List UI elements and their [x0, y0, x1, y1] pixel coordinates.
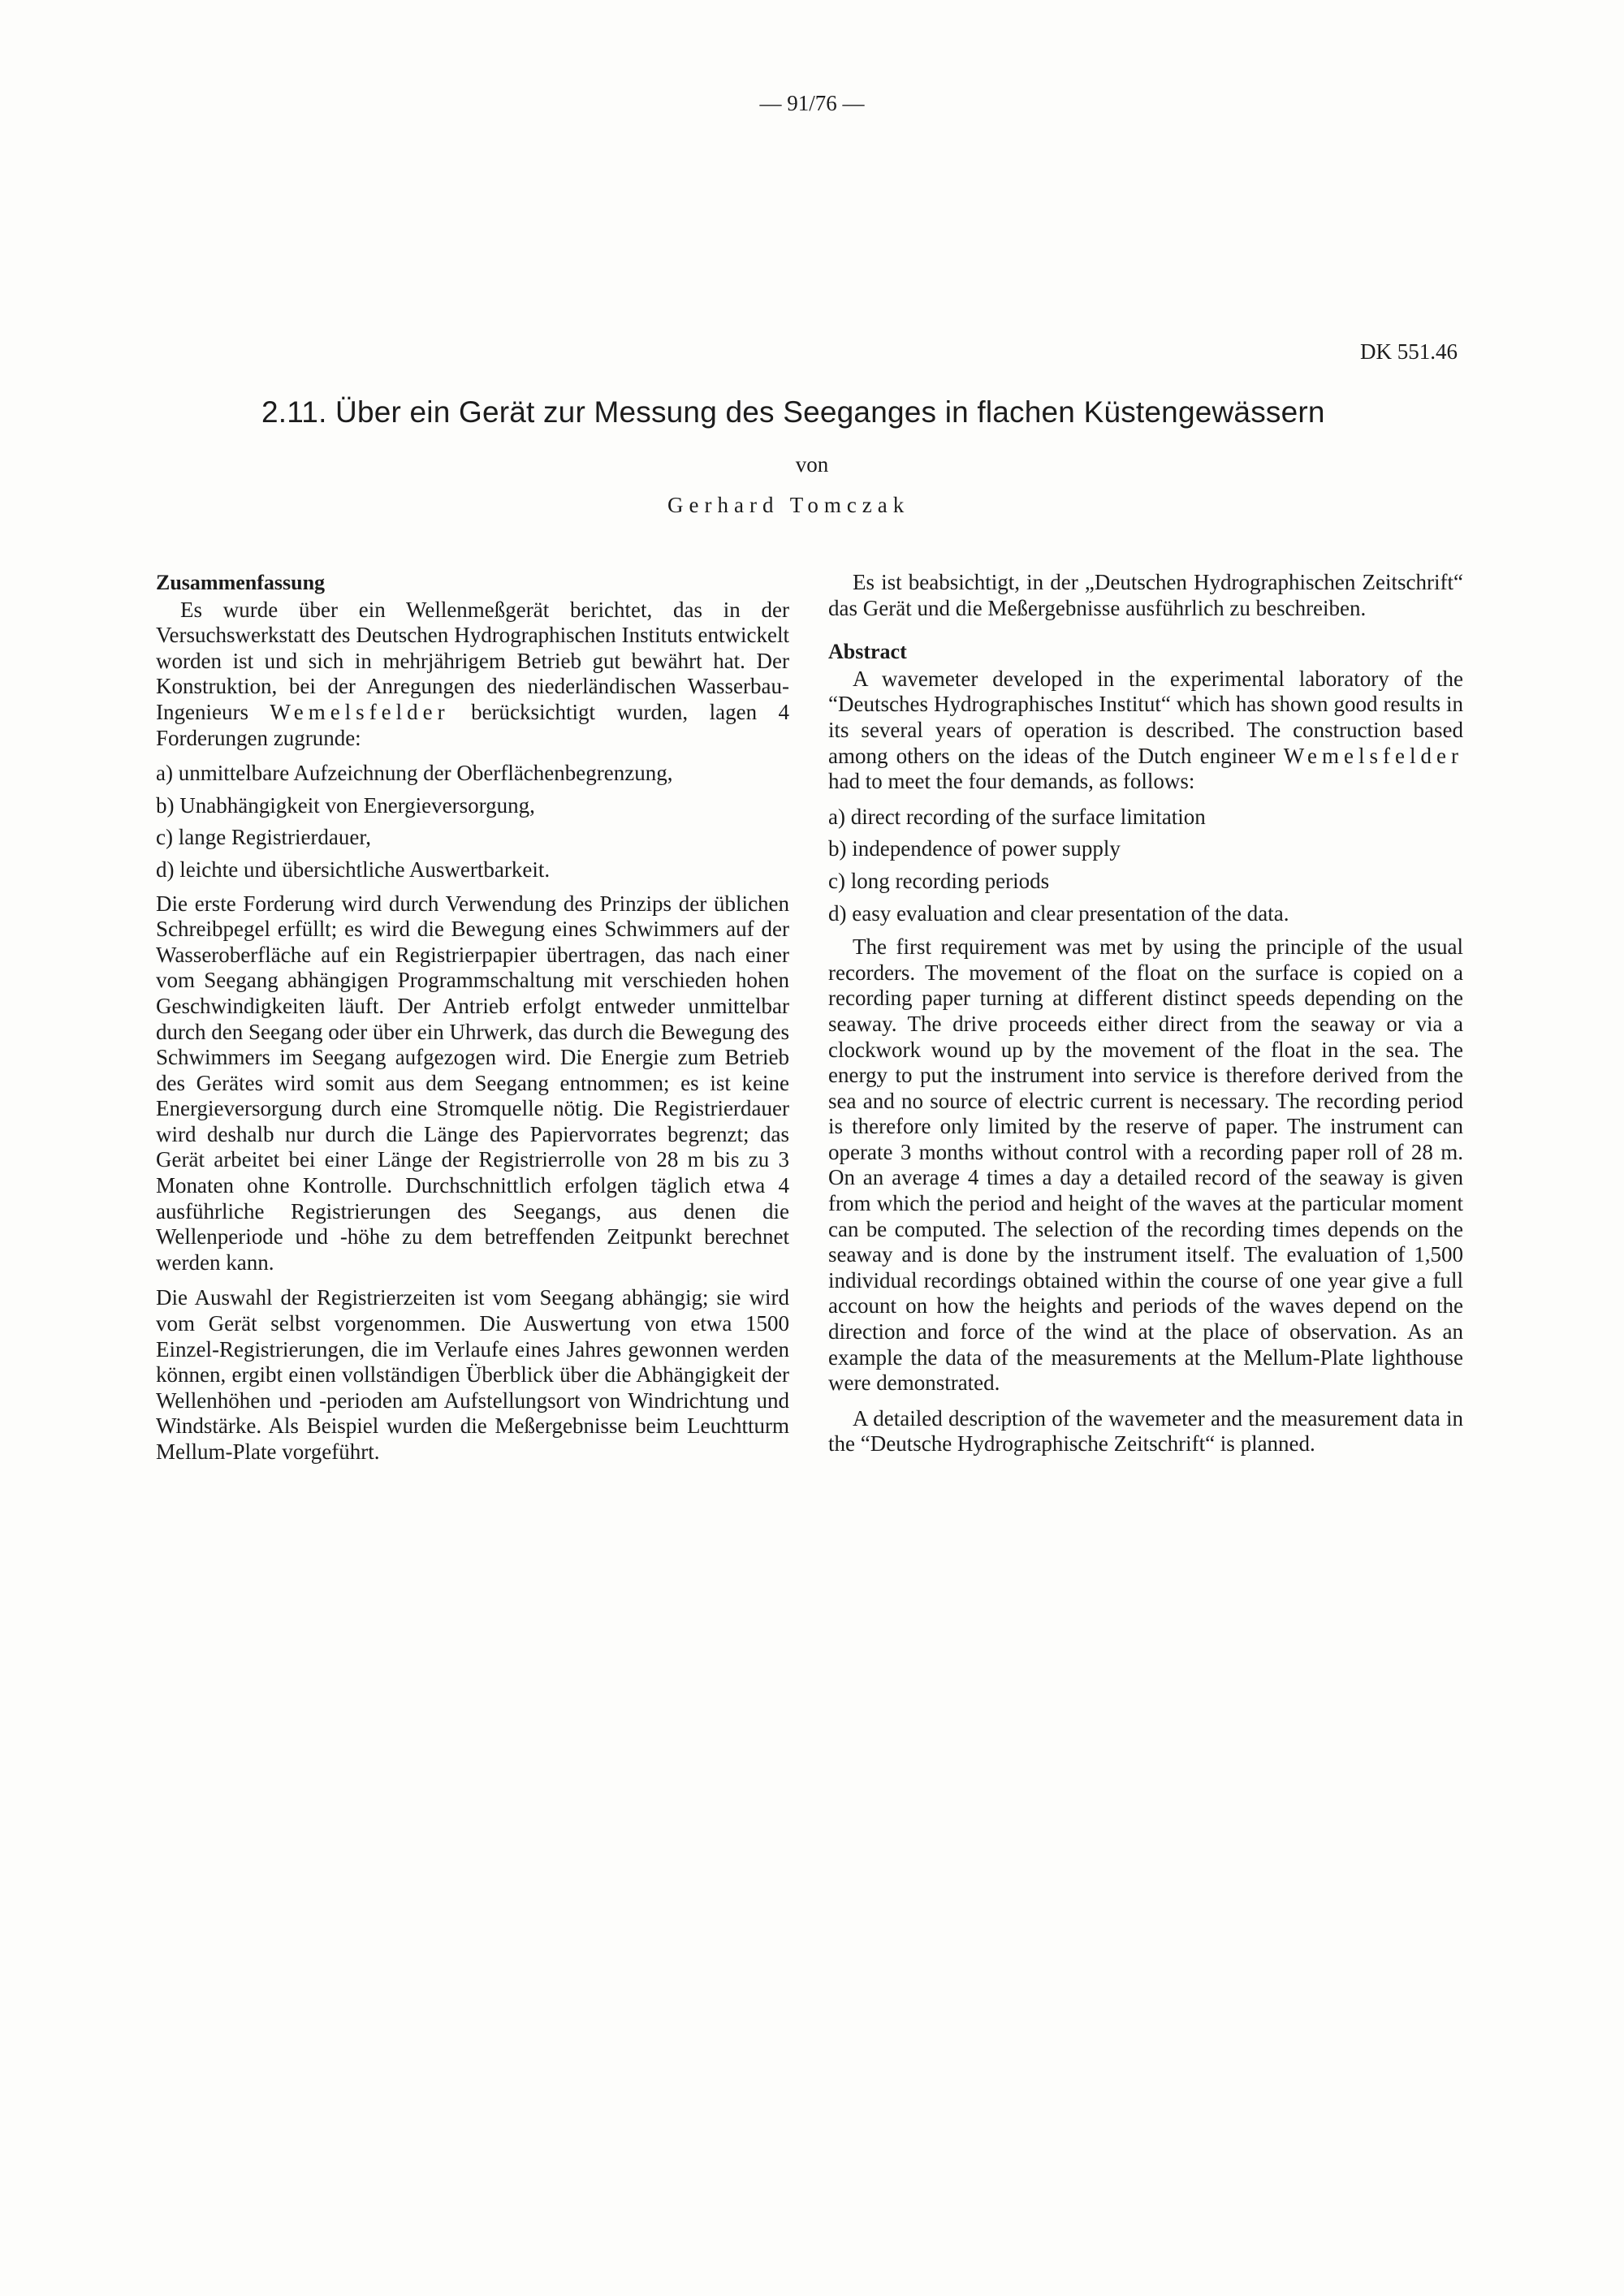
- abstract-heading: Abstract: [828, 640, 907, 664]
- article-title: 2.11. Über ein Gerät zur Messung des Seeganges in flachen Küstengewässern: [261, 395, 1325, 429]
- list-item: c) lange Registrierdauer,: [156, 825, 372, 850]
- list-item: b) Unabhängigkeit von Energieversorgung,: [156, 792, 535, 818]
- byline: von: [795, 452, 829, 477]
- page-number: — 91/76 —: [759, 91, 865, 115]
- list-item: a) unmittelbare Aufzeichnung der Oberflächenbegrenzung,: [156, 761, 673, 786]
- dk-classification: DK 551.46: [1360, 339, 1458, 364]
- list-item: a) direct recording of the surface limitation: [828, 804, 1206, 829]
- zusammenfassung-intro: Es wurde über ein Wellenmeßgerät berichtet, das in der Versuchswerkstatt des Deutschen Hydrographischen Instituts entwickelt worden ist und sich in mehrjährigem Betrieb gut bewährt hat. Der Konstruktion, bei der Anregungen des niederländischen Wasserbau-Ingenieurs Wemelsfelder berücksichtigt wurden, lagen 4 Forderungen zugrunde:: [156, 597, 789, 750]
- engineer-name: Wemelsfelder: [270, 699, 450, 724]
- right-column: [828, 570, 1463, 1467]
- zusammenfassung-heading: Zusammenfassung: [156, 571, 326, 594]
- engineer-name: Wemelsfelder: [1283, 743, 1463, 768]
- author-name: Gerhard Tomczak: [667, 493, 910, 517]
- forderungen-list: [156, 761, 789, 883]
- list-item: d) leichte und übersichtliche Auswertbarkeit.: [156, 857, 551, 882]
- list-item: d) easy evaluation and clear presentation of the data.: [828, 900, 1289, 926]
- abstract-intro: A wavemeter developed in the experimental laboratory of the “Deutsches Hydrographisches Institut“ which has shown good results in its several years of operation is described. The construction based among others on the ideas of the Dutch engineer Wemelsfelder had to meet the four demands, as follows:: [828, 666, 1463, 794]
- list-item: b) independence of power supply: [828, 836, 1121, 861]
- list-item: c) long recording periods: [828, 868, 1050, 893]
- abstract-paragraph-2: A detailed description of the wavemeter and the measurement data in the “Deutsche Hydrographische Zeitschrift“ is planned.: [828, 1405, 1463, 1457]
- zusammenfassung-paragraph-1: Die erste Forderung wird durch Verwendung des Prinzips der üblichen Schreibpegel erfüllt; es wird die Bewegung eines Schwimmers auf der Wasseroberfläche auf ein Registrierpapier übertragen, das nach einer vom Seegang abhängigen Programmschaltung mit verschieden hohen Geschwindigkeiten läuft. Der Antrieb erfolgt entweder unmittelbar durch den Seegang oder über ein Uhrwerk, das durch die Bewegung des Schwimmers im Seegang aufgezogen wird. Die Energie zum Betrieb des Gerätes wird somit aus dem Seegang entnommen; es ist keine Energieversorgung durch eine Stromquelle nötig. Die Registrierdauer wird deshalb nur durch die Länge des Papiervorrates begrenzt; das Gerät arbeitet bei einer Länge der Registrierrolle von 28 m bis zu 3 Monaten ohne Kontrolle. Durchschnittlich erfolgen täglich etwa 4 ausführliche Registrierungen des Seegangs, aus denen die Wellenperiode und -höhe zu dem betreffenden Zeitpunkt berechnet werden kann.: [156, 891, 789, 1275]
- abstract-paragraph-1: The first requirement was met by using the principle of the usual recorders. The movement of the float on the surface is copied on a recording paper turning at different distinct speeds depending on the seaway. The drive proceeds either direct from the seaway or via a clockwork wound up by the movement of the float in the sea. The energy to put the instrument into service is therefore derived from the sea and no source of electric current is necessary. The recording period is therefore only limited by the reserve of paper. The instrument can operate 3 months without control with a recording paper roll of 28 m. On an average 4 times a day a detailed record of the seaway is given from which the period and height of the waves at the particular moment can be computed. The selection of the recording times depends on the seaway and is done by the instrument itself. The evaluation of 1,500 individual recordings obtained within the course of one year give a full account on how the heights and periods of the waves depend on the direction and force of the wind at the place of observation. As an example the data of the measurements at the Mellum-Plate lighthouse were demonstrated.: [828, 934, 1463, 1396]
- demands-list: [828, 805, 1463, 926]
- zusammenfassung-paragraph-2: Die Auswahl der Registrierzeiten ist vom Seegang abhängig; sie wird vom Gerät selbst vorgenommen. Die Auswertung von etwa 1500 Einzel-Registrierungen, die im Verlaufe eines Jahres gewonnen werden können, ergibt einen vollständigen Überblick über die Abhängigkeit der Wellenhöhen und -perioden am Aufstellungsort von Windrichtung und Windstärke. Als Beispiel wurden die Meßergebnisse beim Leuchtturm Mellum-Plate vorgeführt.: [156, 1285, 789, 1464]
- zeitschrift-note: Es ist beabsichtigt, in der „Deutschen Hydrographischen Zeitschrift“ das Gerät und die Meßergebnisse ausführlich zu beschreiben.: [828, 570, 1463, 620]
- left-column: [156, 570, 789, 1475]
